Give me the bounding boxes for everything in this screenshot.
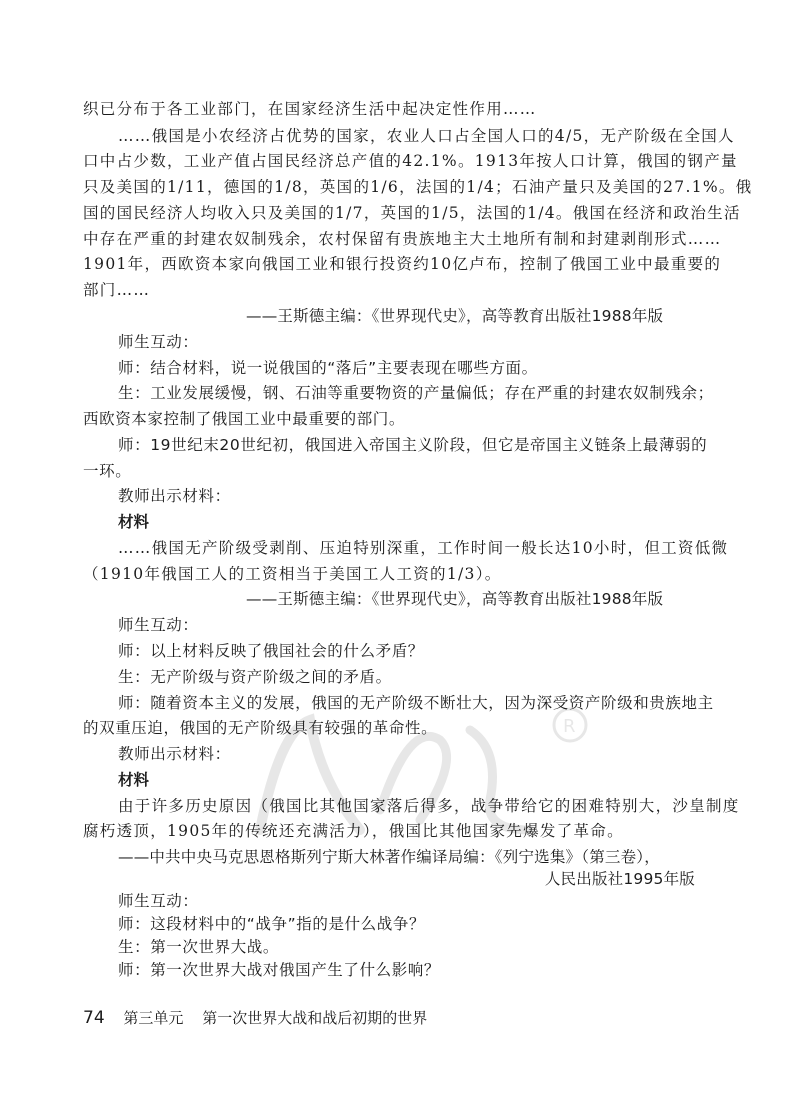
quote-line: 1901年，西欧资本家向俄国工业和银行投资约10亿卢布，控制了俄国工业中最重要的 [83, 255, 722, 274]
student-line: 生：工业发展缓慢，钢、石油等重要物资的产量偏低；存在严重的封建农奴制残余； [118, 384, 714, 403]
teacher-line: 一环。 [83, 461, 132, 480]
dialogue-heading: 师生互动： [118, 891, 199, 910]
source-citation: 人民出版社1995年版 [544, 870, 695, 889]
student-line: 生：第一次世界大战。 [118, 937, 280, 956]
quote-line: ……俄国是小农经济占优势的国家，农业人口占全国人口的4/5，无产阶级在全国人 [118, 126, 735, 145]
teacher-line: 师：第一次世界大战对俄国产生了什么影响？ [118, 961, 441, 979]
page-footer [83, 1008, 427, 1028]
quote-line: 部门…… [83, 281, 151, 300]
student-line: 西欧资本家控制了俄国工业中最重要的部门。 [83, 410, 406, 429]
material-heading: 材料 [118, 513, 150, 532]
quote-line: 由于许多历史原因（俄国比其他国家落后得多，战争带给它的困难特别大，沙皇制度 [118, 796, 740, 815]
quote-line: 织已分布于各工业部门，在国家经济生活中起决定性作用…… [83, 100, 537, 118]
teacher-line: 师：19世纪末20世纪初，俄国进入帝国主义阶段，但它是帝国主义链条上最薄弱的 [118, 435, 708, 454]
unit-label: 第三单元 [123, 1009, 184, 1027]
teacher-line: 师：结合材料，说一说俄国的“落后”主要表现在哪些方面。 [118, 358, 538, 377]
teacher-line: 师：随着资本主义的发展，俄国的无产阶级不断壮大，因为深受资产阶级和贵族地主 [118, 693, 714, 712]
dialogue-heading: 师生互动： [118, 616, 199, 635]
quote-line: 只及美国的1/11，德国的1/8，英国的1/6，法国的1/4；石油产量只及美国的27.1%。俄 [83, 178, 753, 197]
source-citation: ——王斯德主编：《世界现代史》，高等教育出版社1988年版 [246, 307, 664, 326]
unit-title: 第一次世界大战和战后初期的世界 [202, 1009, 428, 1027]
quote-line: 腐朽透顶，1905年的传统还充满活力），俄国比其他国家先爆发了革命。 [83, 822, 624, 841]
teacher-line: 师：以上材料反映了俄国社会的什么矛盾？ [118, 642, 424, 660]
student-line: 生：无产阶级与资产阶级之间的矛盾。 [118, 667, 392, 686]
page-number: 74 [83, 1008, 105, 1028]
dialogue-heading: 师生互动： [118, 332, 199, 351]
material-heading: 材料 [118, 770, 150, 789]
teacher-line: 师：这段材料中的“战争”指的是什么战争？ [118, 914, 426, 933]
material-intro: 教师出示材料： [118, 745, 231, 764]
source-citation: ——中共中央马克思恩格斯列宁斯大林著作编译局编：《列宁选集》（第三卷）， [118, 848, 660, 867]
quote-line: 口中占少数，工业产值占国民经济总产值的42.1%。1913年按人口计算，俄国的钢产量 [83, 152, 738, 171]
teacher-line: 的双重压迫，俄国的无产阶级具有较强的革命性。 [83, 719, 438, 738]
quote-line: 中存在严重的封建农奴制残余，农村保留有贵族地主大土地所有制和封建剥削形式…… [83, 229, 722, 248]
quote-line: （1910年俄国工人的工资相当于美国工人工资的1/3）。 [83, 564, 502, 583]
quote-line: ……俄国无产阶级受剥削、压迫特别深重，工作时间一般长达10小时，但工资低微 [118, 538, 729, 557]
material-intro: 教师出示材料： [118, 487, 231, 506]
quote-line: 国的国民经济人均收入只及美国的1/7，英国的1/5，法国的1/4。俄国在经济和政治生活 [83, 203, 741, 222]
svg-text:R: R [563, 716, 576, 737]
source-citation: ——王斯德主编：《世界现代史》，高等教育出版社1988年版 [246, 590, 664, 609]
